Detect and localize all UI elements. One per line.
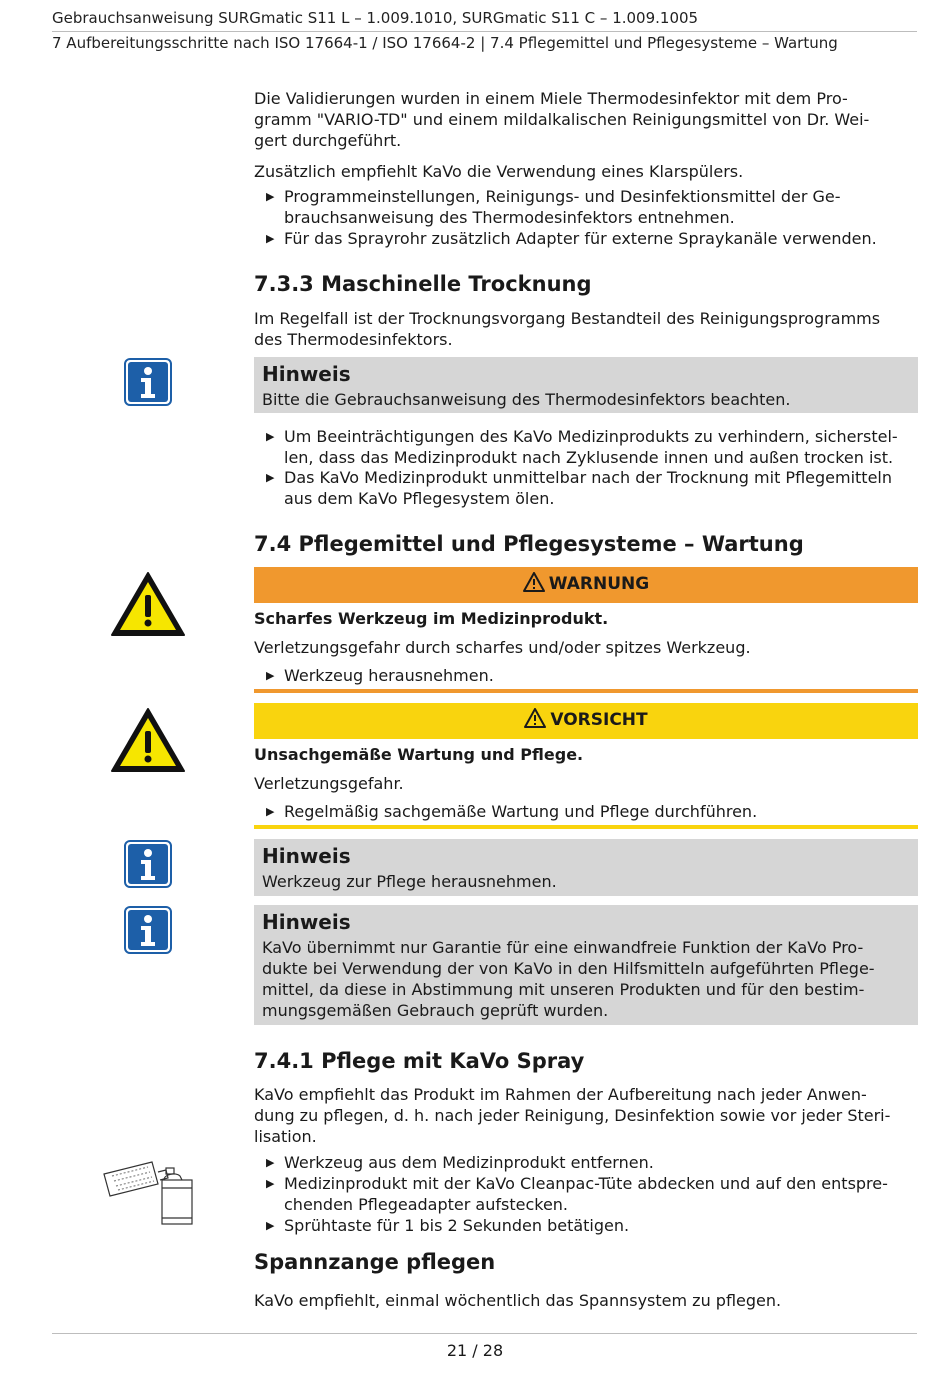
list-item: ▶ Regelmäßig sachgemäße Wartung und Pflege durchführen. <box>266 802 758 821</box>
triangle-right-icon: ▶ <box>266 805 275 818</box>
triangle-right-icon: ▶ <box>266 430 275 443</box>
triangle-right-icon: ▶ <box>266 190 275 203</box>
triangle-right-icon: ▶ <box>266 669 275 682</box>
caution-banner: VORSICHT <box>254 703 918 739</box>
warning-heading: Scharfes Werkzeug im Medizinprodukt. <box>254 609 609 628</box>
warning-triangle-icon <box>110 571 186 637</box>
caution-text: Verletzungsgefahr. <box>254 774 404 793</box>
note-box <box>254 839 918 896</box>
breadcrumb: 7 Aufbereitungsschritte nach ISO 17664-1 / ISO 17664-2 | 7.4 Pflegemittel und Pflegesysteme – Wartung <box>52 34 838 52</box>
note-title: Hinweis <box>262 844 351 868</box>
triangle-right-icon: ▶ <box>266 1156 275 1169</box>
list-item: ▶ Für das Sprayrohr zusätzlich Adapter für externe Spraykanäle verwenden. <box>266 229 877 248</box>
list-item: ▶ Das KaVo Medizinprodukt unmittelbar nach der Trocknung mit Pflegemitteln aus dem KaVo Pflegesystem ölen. <box>266 468 893 508</box>
intro-paragraph: Die Validierungen wurden in einem Miele Thermodesinfektor mit dem Pro- gramm "VARIO-TD" und einem mildalkalischen Reinigungsmittel von Dr. Wei- gert durchgeführt. <box>254 89 870 150</box>
footer-divider <box>52 1333 917 1334</box>
warning-triangle-icon <box>523 572 545 592</box>
section-paragraph: KaVo empfiehlt, einmal wöchentlich das Spannsystem zu pflegen. <box>254 1291 782 1310</box>
triangle-right-icon: ▶ <box>266 1177 275 1190</box>
section-heading: 7.3.3 Maschinelle Trocknung <box>254 272 592 296</box>
list-item: ▶ Werkzeug aus dem Medizinprodukt entfernen. <box>266 1153 654 1172</box>
caution-rule <box>254 825 918 829</box>
triangle-right-icon: ▶ <box>266 1219 275 1232</box>
header-divider <box>52 31 917 32</box>
warning-triangle-icon <box>110 707 186 773</box>
document-title: Gebrauchsanweisung SURGmatic S11 L – 1.009.1010, SURGmatic S11 C – 1.009.1005 <box>52 9 699 27</box>
note-title: Hinweis <box>262 910 351 934</box>
page-number: 21 / 28 <box>446 1341 504 1360</box>
warning-banner: WARNUNG <box>254 567 918 603</box>
intro-paragraph-2: Zusätzlich empfiehlt KaVo die Verwendung eines Klarspülers. <box>254 162 744 181</box>
list-item: ▶ Um Beeinträchtigungen des KaVo Medizinprodukts zu verhindern, sicherstel- len, dass das Medizinprodukt nach Zyklusende innen und außen trocken ist. <box>266 427 898 467</box>
note-body: Bitte die Gebrauchsanweisung des Thermodesinfektors beachten. <box>262 390 791 409</box>
note-box <box>254 905 918 1025</box>
info-icon <box>124 840 172 888</box>
triangle-right-icon: ▶ <box>266 471 275 484</box>
triangle-right-icon: ▶ <box>266 232 275 245</box>
warning-rule <box>254 689 918 693</box>
note-box <box>254 357 918 413</box>
section-paragraph: KaVo empfiehlt das Produkt im Rahmen der Aufbereitung nach jeder Anwen- dung zu pflegen, d. h. nach jeder Reinigung, Desinfektion sowie vor jeder Steri- lisation. <box>254 1085 891 1146</box>
warning-text: Verletzungsgefahr durch scharfes und/oder spitzes Werkzeug. <box>254 638 751 657</box>
section-heading: 7.4 Pflegemittel und Pflegesysteme – Wartung <box>254 532 804 556</box>
list-item: ▶ Medizinprodukt mit der KaVo Cleanpac-Tüte abdecken und auf den entspre- chenden Pflegeadapter aufstecken. <box>266 1174 888 1214</box>
info-icon <box>124 358 172 406</box>
note-body: KaVo übernimmt nur Garantie für eine einwandfreie Funktion der KaVo Pro- dukte bei Verwendung der von KaVo in den Hilfsmitteln aufgeführten Pflege- mittel, da diese in Abstimmung mit unseren Produkten und für den bestim- mungsgemäßen Gebrauch geprüft wurden. <box>262 938 875 1020</box>
note-title: Hinweis <box>262 362 351 386</box>
spray-can-icon <box>100 1160 200 1226</box>
caution-heading: Unsachgemäße Wartung und Pflege. <box>254 745 584 764</box>
list-item: ▶ Programmeinstellungen, Reinigungs- und Desinfektionsmittel der Ge- brauchsanweisung des Thermodesinfektors entnehmen. <box>266 187 841 227</box>
info-icon <box>124 906 172 954</box>
warning-triangle-icon <box>524 708 546 728</box>
section-paragraph: Im Regelfall ist der Trocknungsvorgang Bestandteil des Reinigungsprogramms des Thermodesinfektors. <box>254 309 881 349</box>
list-item: ▶ Werkzeug herausnehmen. <box>266 666 494 685</box>
section-heading: 7.4.1 Pflege mit KaVo Spray <box>254 1049 585 1073</box>
note-body: Werkzeug zur Pflege herausnehmen. <box>262 872 557 891</box>
list-item: ▶ Sprühtaste für 1 bis 2 Sekunden betätigen. <box>266 1216 630 1235</box>
section-heading: Spannzange pflegen <box>254 1250 496 1274</box>
